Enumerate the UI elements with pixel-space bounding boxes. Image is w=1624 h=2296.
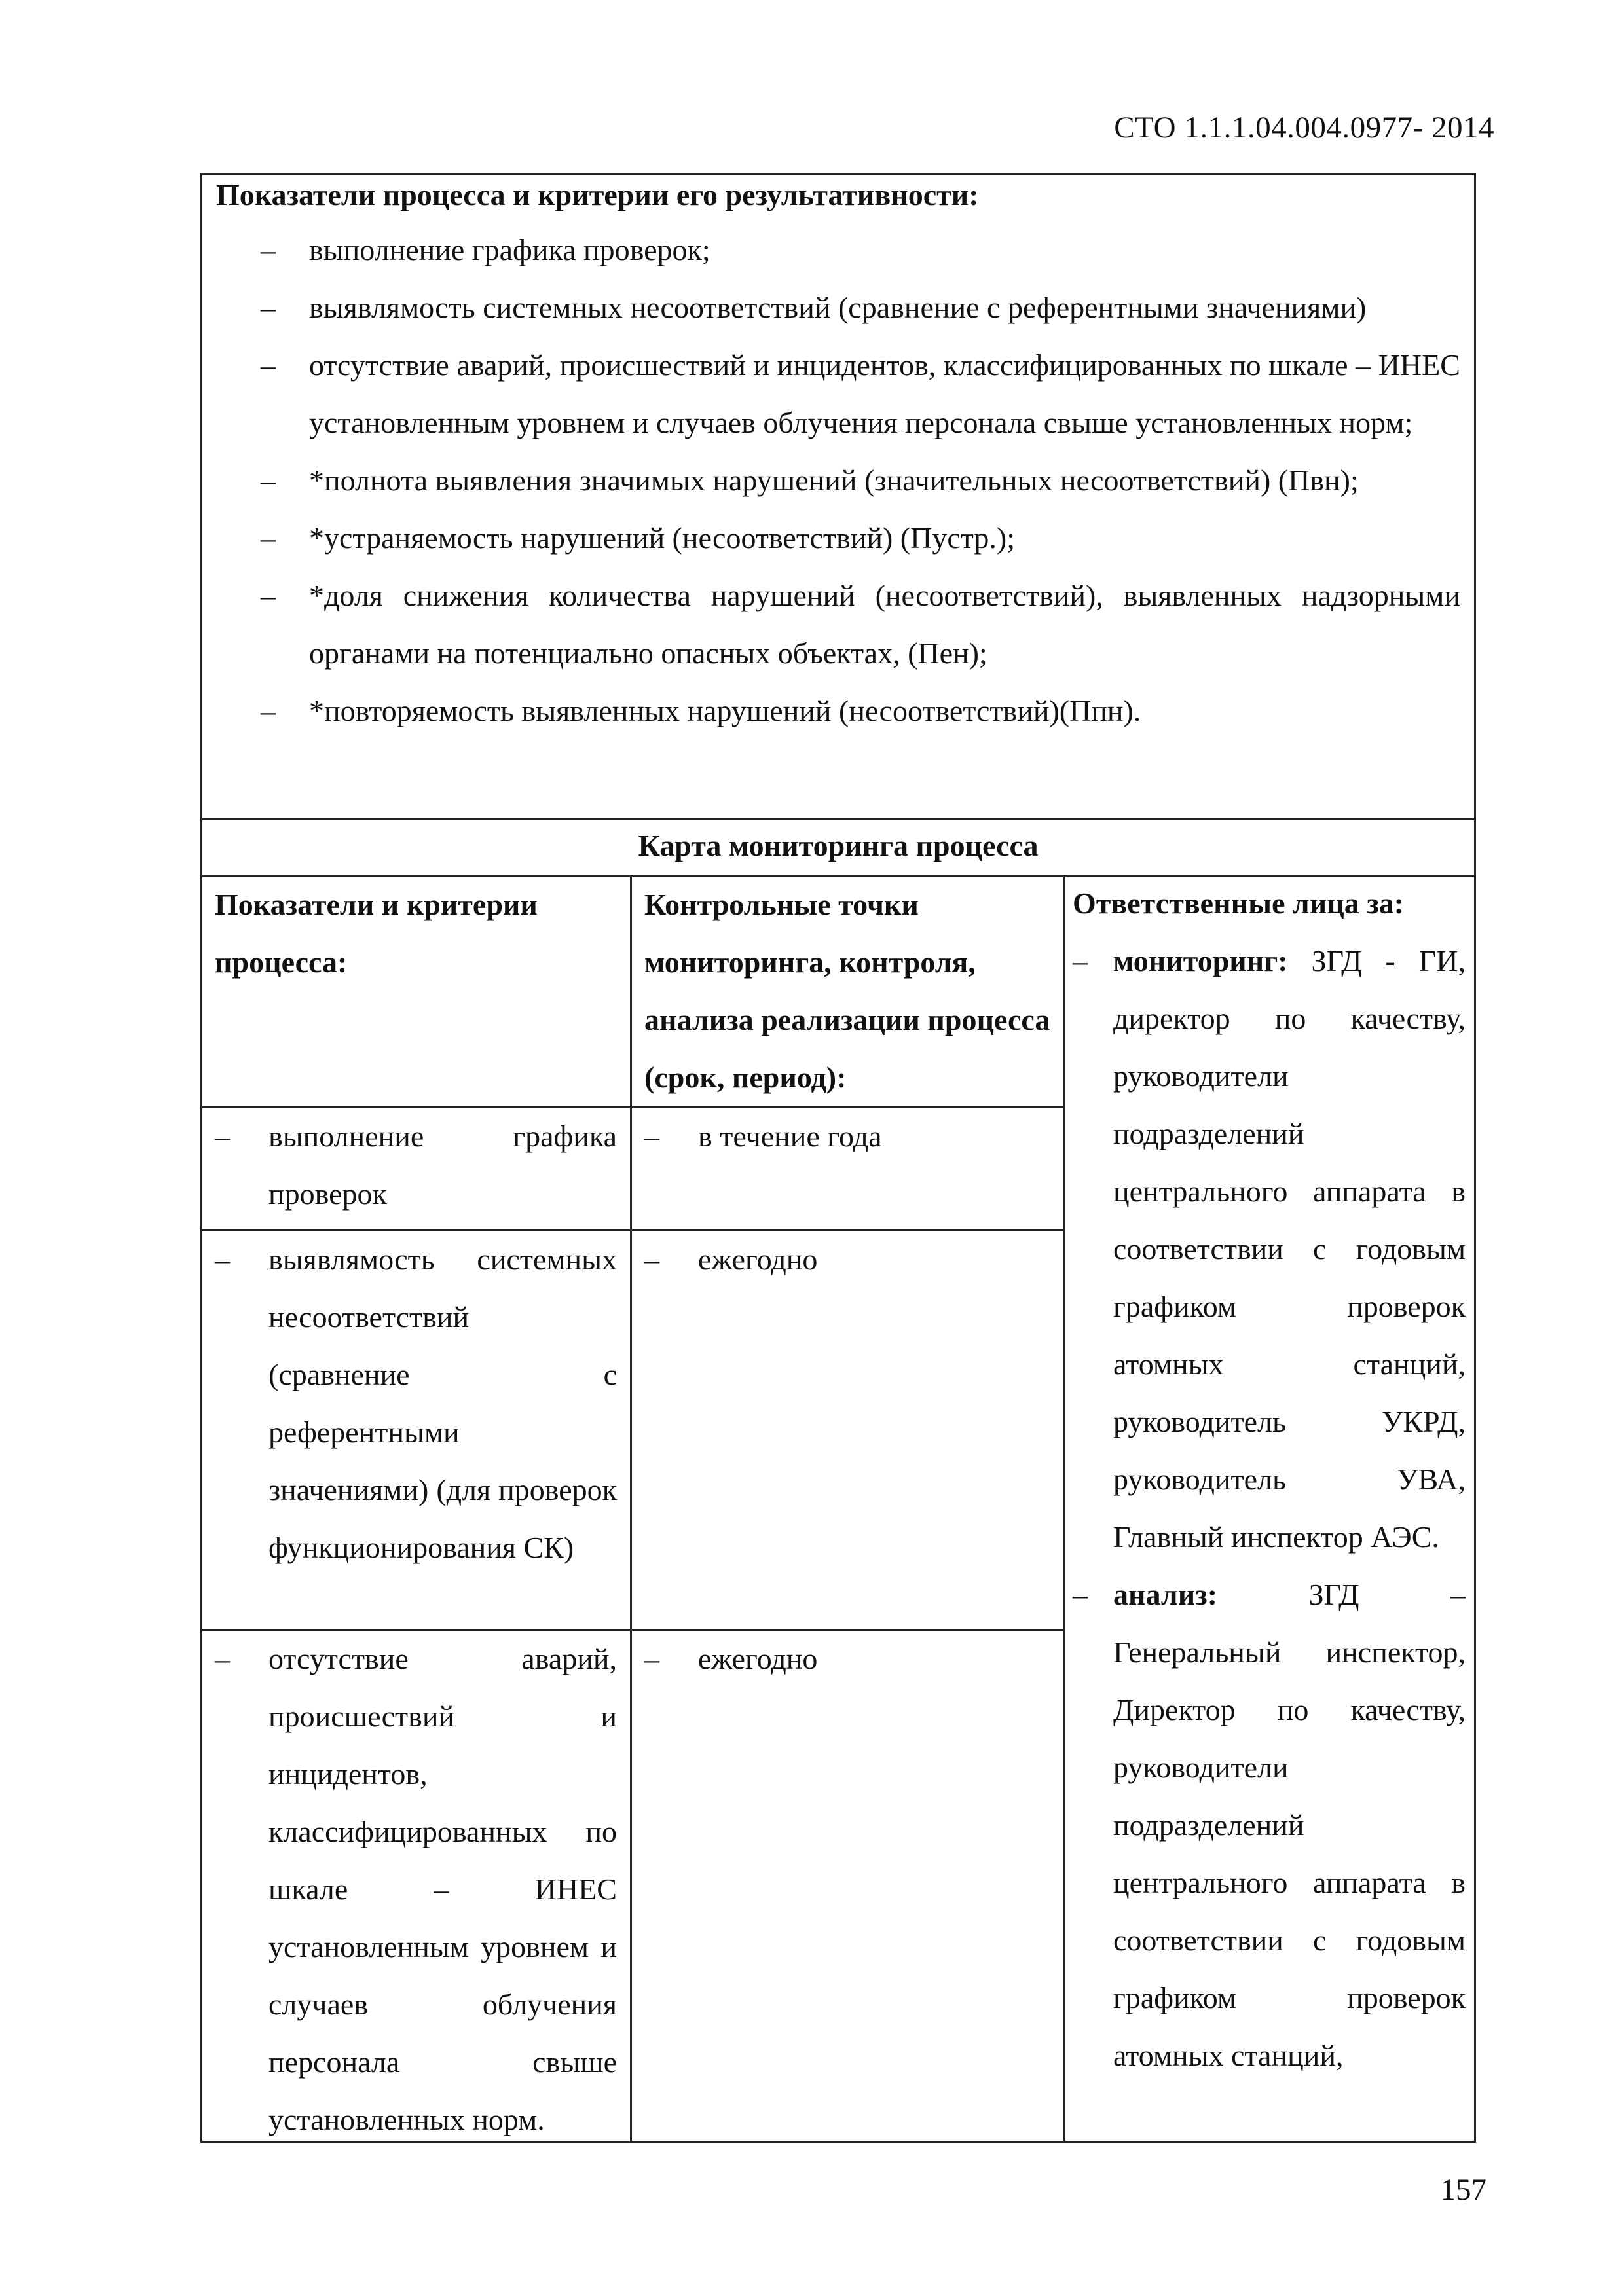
list-item: – отсутствие аварий, происшествий и инцидентов, классифицированных по шкале – ИНЕС установленным уровнем и случаев облучения персонала свыше установленных норм;: [261, 348, 1460, 439]
list-item: – *доля снижения количества нарушений (несоответствий), выявленных надзорными органами на потенциально опасных объектах, (Пен);: [261, 579, 1460, 670]
checkpoint-cell-3: – ежегодно: [644, 1642, 818, 1675]
list-item: – выполнение графика проверок;: [261, 233, 710, 266]
responsible-analysis: – анализ: ЗГД – Генеральный инспектор, Директор по качеству, руководители подразделений центрального аппарата в соответствии с годовым графиком проверок атомных станций,: [1073, 1578, 1466, 2072]
list-item: – *полнота выявления значимых нарушений (значительных несоответствий) (Пвн);: [261, 464, 1359, 497]
column-divider-2: [1063, 875, 1065, 2143]
criterion-cell-3: – отсутствие аварий, происшествий и инцидентов, классифицированных по шкале – ИНЕС установленным уровнем и случаев облучения персонала свыше установленных норм.: [215, 1642, 617, 2136]
list-item: – выявлямость системных несоответствий (сравнение с референтными значениями): [261, 291, 1367, 324]
responsible-monitoring: – мониторинг: ЗГД - ГИ, директор по качеству, руководители подразделений центрального аппарата в соответствии с годовым графиком проверок атомных станций, руководитель УКРД, руководитель УВА, Главный инспектор АЭС.: [1073, 944, 1466, 1554]
monitoring-text: ЗГД - ГИ, директор по качеству, руководители подразделений центрального аппарата в соответствии с годовым графиком проверок атомных станций, руководитель УКРД, руководитель УВА, Главный инспектор АЭС.: [1113, 944, 1466, 1554]
checkpoint-cell-2: – ежегодно: [644, 1243, 818, 1276]
document-code: СТО 1.1.1.04.004.0977- 2014: [1114, 111, 1494, 145]
list-item: – *повторяемость выявленных нарушений (несоответствий)(Ппн).: [261, 694, 1141, 727]
criterion-cell-2: – выявлямость системных несоответствий (сравнение с референтными значениями) (для проверок функционирования СК): [215, 1243, 617, 1564]
column-header-criteria: Показатели и критерии процесса:: [215, 888, 538, 979]
indicators-title: Показатели процесса и критерии его результативности:: [216, 178, 979, 211]
checkpoint-cell-1: – в течение года: [644, 1120, 882, 1153]
analysis-text: ЗГД – Генеральный инспектор, Директор по качеству, руководители подразделений центрального аппарата в соответствии с годовым графиком проверок атомных станций,: [1113, 1578, 1466, 2072]
page-number: 157: [1440, 2173, 1486, 2207]
list-item: – *устраняемость нарушений (несоответствий) (Пустр.);: [261, 521, 1016, 555]
indicators-list: [216, 221, 1460, 740]
column-divider-1: [630, 875, 632, 2143]
indicators-section: [216, 174, 1460, 740]
column-header-responsible: Ответственные лица за:: [1073, 886, 1405, 920]
monitoring-map-title: Карта мониторинга процесса: [638, 829, 1039, 862]
criterion-cell-1: – выполнение графика проверок: [215, 1120, 617, 1211]
column-header-checkpoints: Контрольные точки мониторинга, контроля, анализа реализации процесса (срок, период):: [644, 888, 1050, 1094]
analysis-label: анализ:: [1113, 1578, 1218, 1611]
monitoring-label: мониторинг:: [1113, 944, 1288, 977]
responsible-persons-cell: [1073, 875, 1466, 2085]
